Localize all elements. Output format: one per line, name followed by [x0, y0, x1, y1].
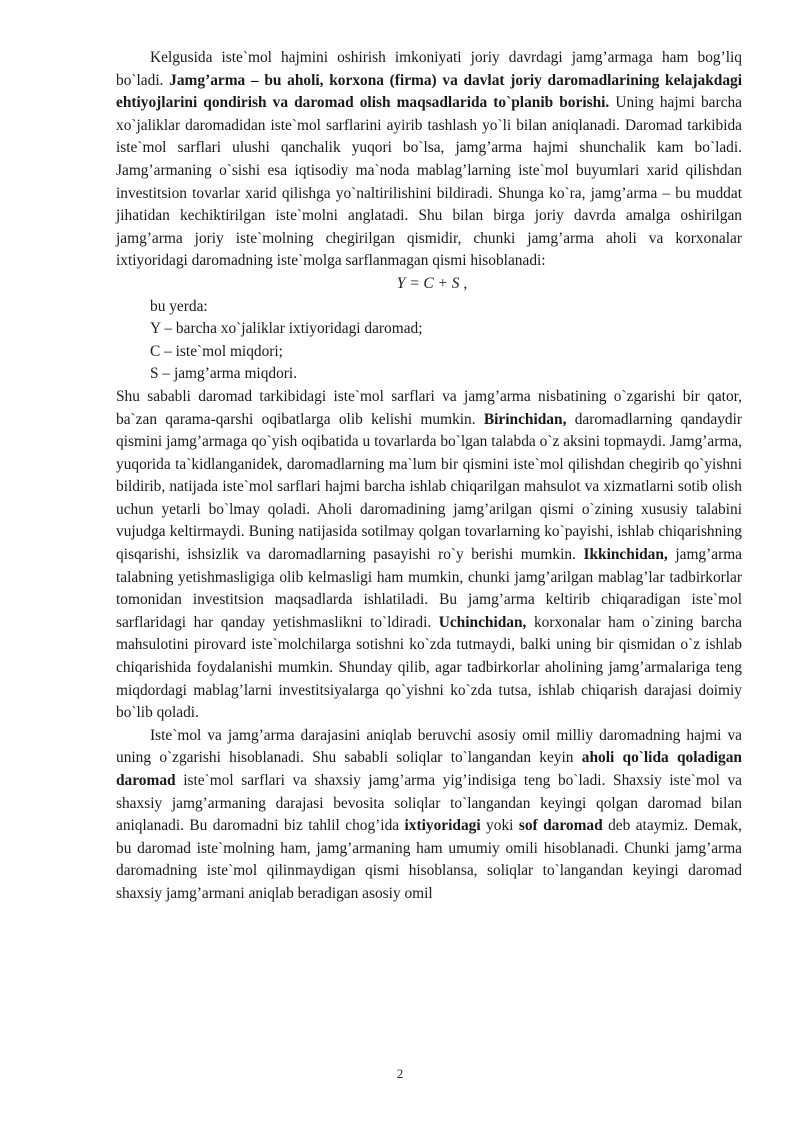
text-run: daromadlarning qandaydir qismini jamg’armaga qo`yish oqibatida u tovarlarda bo`lgan talabda o`z aksini topmaydi. Jamg’arma, yuqorida ta`kidlanganidek, daromadlarning ma`lum bir qismini iste`mol qilishdan chegirib qo`yishni bildirib, natijada iste`mol sarflari hajmi barcha ishlab chiqarilgan mahsulot va xizmatlarni sotib olish uchun yetarli bo`lmay qoladi. Aholi daromadining jamg’arilgan qismi o`zining xususiy talabini vujudga keltirmaydi. Buning natijasida sotilmay qolgan tovarlarning ko`payishi, ishlab chiqarishning qisqarishi, ishsizlik va daromadlarning pasayishi ro`y berishi mumkin.: [116, 410, 742, 564]
bold-run: sof daromad: [518, 817, 603, 835]
bold-run: Birinchidan,: [483, 410, 567, 428]
text-run: Kelgusida iste`mol hajmini oshirish imkoniyati joriy davrdagi jamg’armaga ham bog’liq bo`ladi.: [116, 49, 742, 89]
bold-run: ixtiyoridagi: [404, 817, 481, 835]
bold-run: Ikkinchidan,: [583, 546, 668, 564]
bold-run: Uchinchidan,: [438, 613, 527, 631]
text-run: Uning hajmi barcha xo`jaliklar daromadidan iste`mol sarflarini ayirib tashlash yo`li bilan aniqlanadi. Daromad tarkibida iste`mol sarflari ulushi qanchalik yuqori bo`lsa, jamg’arma hajmi shunchalik kam bo`ladi. Jamg’armaning o`sishi esa iqtisodiy ma`noda mablag’larning iste`mol buyumlari xarid qilishdan investitsion tovarlar xarid qilishga yo`naltirilishini bildiradi. Shunga ko`ra, jamg’arma – bu muddat jihatidan kechiktirilgan iste`molni anglatadi. Shu bilan birga joriy davrda amalga oshirilgan jamg’arma joriy iste`molning chegirilgan qismidir, chunki jamg’arma aholi va korxonalar ixtiyoridagi daromadning iste`molga sarflanmagan qismi hisoblanadi:: [116, 94, 742, 270]
paragraph-3: [116, 725, 742, 906]
text-run: Shu sababli daromad tarkibidagi iste`mol sarflari va jamg’arma nisbatining o`zgarishi bir qator, ba`zan qarama-qarshi oqibatlarga olib kelishi mumkin.: [116, 387, 742, 428]
paragraph-1: [116, 47, 742, 273]
formula: Y = C + S ,: [396, 274, 468, 292]
def-y: Y – barcha xo`jaliklar ixtiyoridagi daromad;: [150, 320, 423, 338]
text-run: jamg’arma talabning yetishmasligiga olib kelmasligi ham mumkin, chunki jamg’arilgan mablag’lar tadbirkorlar tomonidan investitsion maqsadlarda ishlatiladi. Bu jamg’arma keltirib chiqaradigan iste`mol sarflaridagi har qanday yetishmaslikni to`ldiradi.: [116, 546, 742, 631]
bold-run: aholi qo`lida qoladigan daromad: [116, 749, 742, 789]
defs-intro: bu yerda:: [150, 297, 208, 315]
text-run: deb ataymiz. Demak, bu daromad iste`molning ham, jamg’armaning ham umumiy omili hisoblanadi. Chunki jamg’arma daromadning iste`mol qilinmaydigan qismi hisoblansa, soliqlar to`langandan keyingi daromad shaxsiy jamg’armani aniqlab beradigan asosiy omil: [116, 817, 742, 902]
text-run: yoki: [480, 817, 519, 835]
paragraph-2: [116, 386, 742, 725]
definition-bold: Jamg’arma – bu aholi, korxona (firma) va davlat joriy daromadlarining kelajakdagi ehtiyojlarini qondirish va daromad olish maqsadlarida to`planib borishi.: [116, 71, 742, 112]
text-run: iste`mol sarflari va shaxsiy jamg’arma yig’indisiga teng bo`ladi. Shaxsiy iste`mol va shaxsiy jamg’armaning darajasi bevosita soliqlar to`langandan keyingi qolgan daromad bilan aniqlanadi. Bu daromadni biz tahlil chog’ida: [116, 772, 742, 835]
text-run: Iste`mol va jamg’arma darajasini aniqlab beruvchi asosiy omil milliy daromadning hajmi va uning o`zgarishi hisoblanadi. Shu sababli soliqlar to`langandan keyin: [116, 726, 742, 767]
page-number: 2: [396, 1066, 404, 1081]
text-run: korxonalar ham o`zining barcha mahsulotini pirovard iste`molchilarga sotishni ko`zda tutmaydi, balki uning bir qismidan o`z ishlab chiqarishida foydalanishi mumkin. Shunday qilib, agar tadbirkorlar aholining jamg’armalariga teng miqdordagi mablag’larni investitsiyalarga qo`yishni ko`zda tutsa, ishlab chiqarish darajasi doimiy bo`lib qoladi.: [116, 613, 742, 722]
def-s: S – jamg’arma miqdori.: [150, 365, 298, 383]
def-c: C – iste`mol miqdori;: [150, 342, 283, 360]
document-page: [116, 47, 742, 906]
